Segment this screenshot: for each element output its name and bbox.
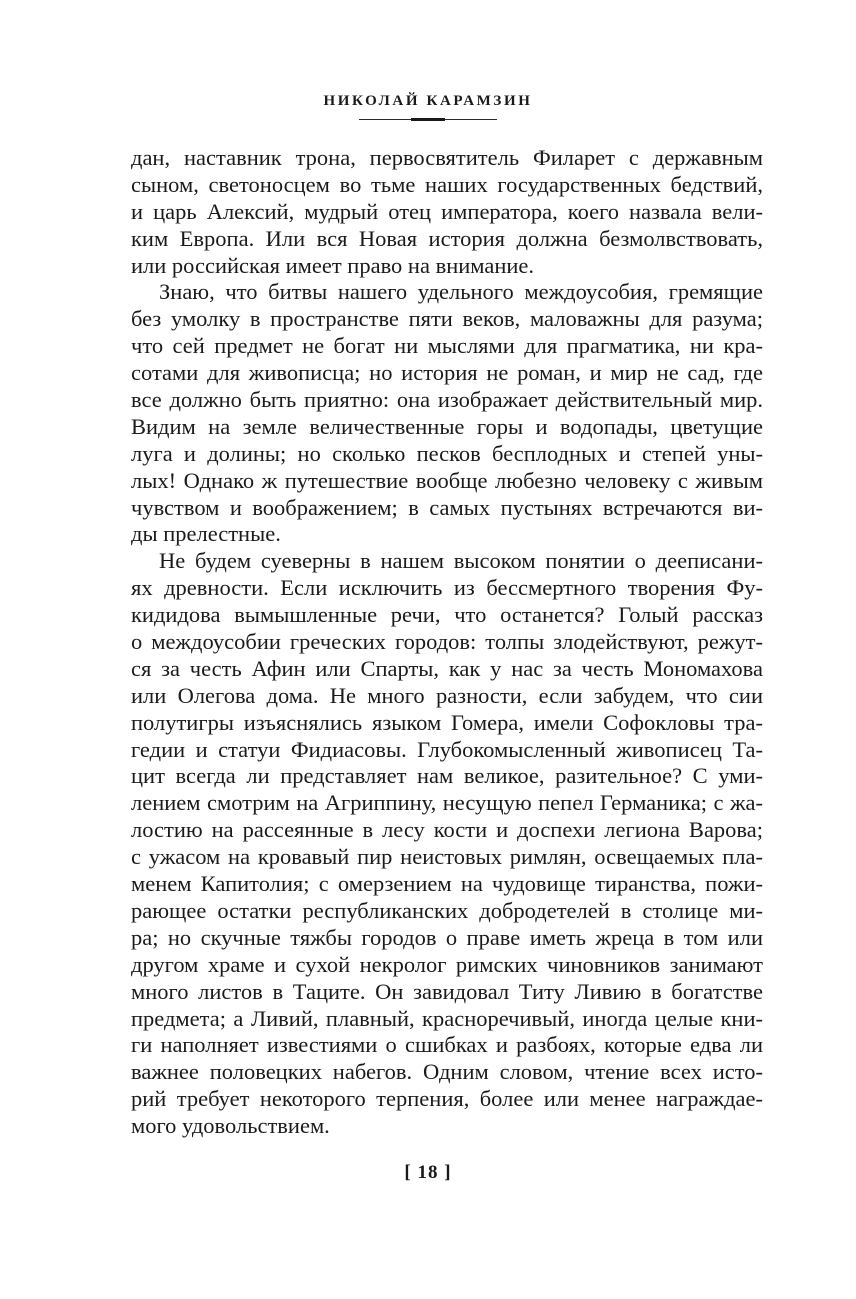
- text-line: сыном, светоносцем во тьме наших государственных бедствий,: [131, 171, 763, 197]
- page-number: [ 18 ]: [404, 1162, 452, 1183]
- header-rule-accent: [411, 118, 445, 121]
- text-line: другом храме и сухой некролог римских чиновников занимают: [131, 951, 763, 977]
- text-line: о междоусобии греческих городов: толпы злодействуют, режут-: [131, 629, 763, 655]
- text-line: Видим на земле величественные горы и водопады, цветущие: [131, 413, 763, 439]
- body-text: [131, 145, 763, 1140]
- text-line: лых! Однако ж путешествие вообще любезно человеку с живым: [131, 467, 763, 493]
- text-line: без умолку в пространстве пяти веков, маловажны для разума;: [131, 306, 763, 332]
- text-line: гедии и статуи Фидиасовы. Глубокомысленный живописец Та-: [131, 736, 763, 762]
- text-line: важнее половецких набегов. Одним словом, чтение всех исто-: [131, 1059, 763, 1085]
- text-line: рающее остатки республиканских добродетелей в столице ми-: [131, 897, 763, 923]
- running-title: НИКОЛАЙ КАРАМЗИН: [323, 93, 533, 109]
- paragraph: [131, 145, 763, 279]
- text-line: предмета; а Ливий, плавный, красноречивый, иногда целые кни-: [131, 1005, 763, 1031]
- text-line: менем Капитолия; с омерзением на чудовище тиранства, пожи-: [131, 871, 763, 897]
- text-line: ра; но скучные тяжбы городов о праве иметь жреца в том или: [131, 924, 763, 950]
- text-line: Знаю, что битвы нашего удельного междоусобия, гремящие: [159, 279, 763, 305]
- text-line: ким Европа. Или вся Новая история должна безмолвствовать,: [131, 225, 763, 251]
- text-line: лением смотрим на Агриппину, несущую пепел Германика; с жа-: [131, 790, 763, 816]
- text-line: цит всегда ли представляет нам великое, разительное? С уми-: [131, 763, 763, 789]
- text-line: все должно быть приятно: она изображает действительный мир.: [131, 387, 763, 413]
- text-line: луга и долины; но сколько песков бесплодных и степей уны-: [131, 440, 763, 466]
- page-header: [0, 93, 856, 120]
- header-rule: [359, 119, 497, 120]
- text-line: ях древности. Если исключить из бессмертного творения Фу-: [131, 575, 763, 601]
- paragraph: [131, 548, 763, 1140]
- text-line: полутигры изъяснялись языком Гомера, имели Софокловы тра-: [131, 709, 763, 735]
- text-line: мого удовольствием.: [131, 1113, 330, 1139]
- text-line: сотами для живописца; но история не роман, и мир не сад, где: [131, 360, 763, 386]
- text-line: что сей предмет не богат ни мыслями для прагматика, ни кра-: [131, 333, 763, 359]
- text-line: много листов в Таците. Он завидовал Титу Ливию в богатстве: [131, 978, 763, 1004]
- text-line: ся за честь Афин или Спарты, как у нас за честь Мономахова: [131, 655, 763, 681]
- text-line: с ужасом на кровавый пир неистовых римлян, освещаемых пла-: [131, 844, 763, 870]
- text-line: или российская имеет право на внимание.: [131, 252, 535, 278]
- text-line: или Олегова дома. Не много разности, если забудем, что сии: [131, 682, 763, 708]
- paragraph: [131, 279, 763, 548]
- text-line: и царь Алексий, мудрый отец императора, коего назвала вели-: [131, 198, 763, 224]
- text-line: рий требует некоторого терпения, более или менее награждае-: [131, 1086, 763, 1112]
- text-line: кидидова вымышленные речи, что останется? Голый рассказ: [131, 602, 763, 628]
- text-line: чувством и воображением; в самых пустынях встречаются ви-: [131, 494, 763, 520]
- text-line: дан, наставник трона, первосвятитель Филарет с державным: [131, 145, 763, 170]
- text-line: ды прелестные.: [131, 521, 281, 547]
- text-line: Не будем суеверны в нашем высоком понятии о дееписани-: [159, 548, 763, 574]
- text-line: ги наполняет известиями о сшибках и разбоях, которые едва ли: [131, 1032, 763, 1058]
- text-line: лостию на рассеянные в лесу кости и доспехи легиона Варова;: [131, 817, 763, 843]
